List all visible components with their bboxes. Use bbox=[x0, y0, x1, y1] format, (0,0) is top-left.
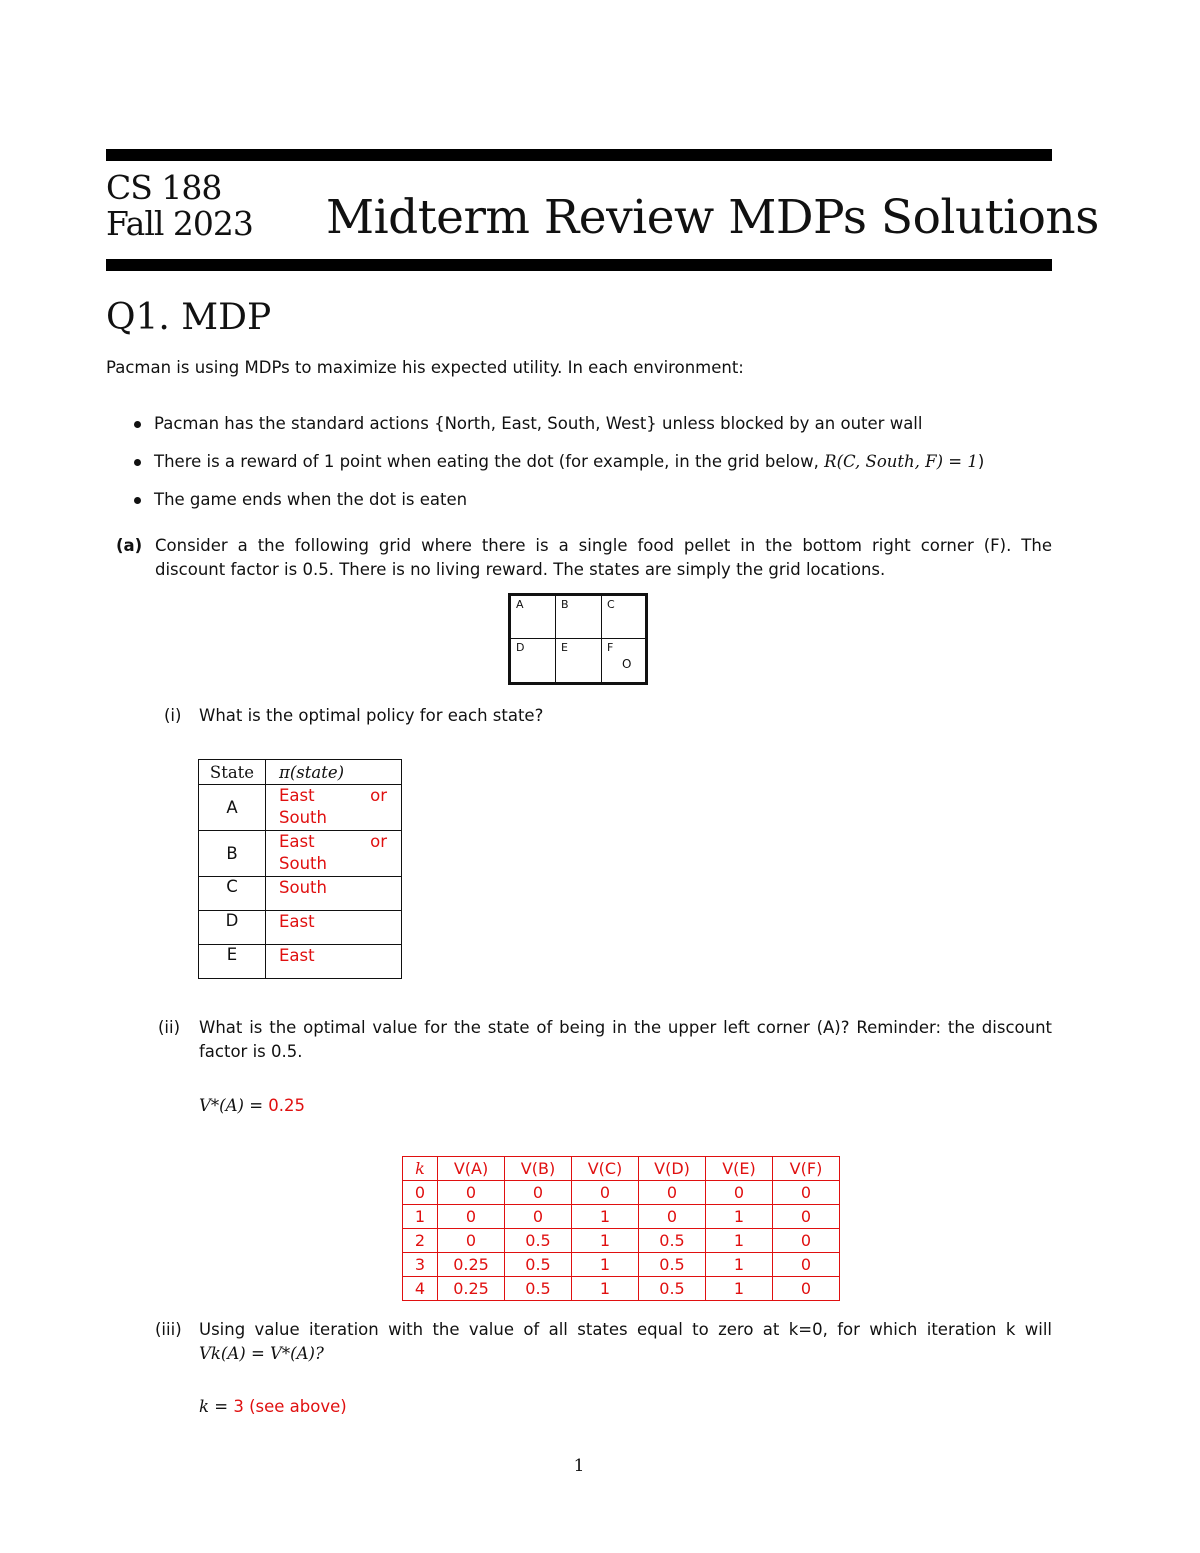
column-header: V(A) bbox=[438, 1157, 505, 1181]
column-header: k bbox=[403, 1157, 438, 1181]
grid-divider bbox=[511, 638, 645, 639]
header-bottom-rule bbox=[106, 259, 1052, 271]
column-header: V(F) bbox=[773, 1157, 840, 1181]
value-cell: 0 bbox=[438, 1205, 505, 1229]
state-cell: D bbox=[199, 911, 266, 945]
grid-cell-c: C bbox=[607, 598, 615, 611]
table-row bbox=[199, 911, 402, 945]
table-row bbox=[199, 785, 402, 831]
column-header: V(E) bbox=[706, 1157, 773, 1181]
question-intro: Pacman is using MDPs to maximize his expected utility. In each environment: bbox=[106, 358, 744, 377]
state-cell: E bbox=[199, 945, 266, 979]
table-row bbox=[199, 831, 402, 877]
header-top-rule bbox=[106, 149, 1052, 161]
rules-list bbox=[130, 412, 984, 526]
iteration-expression: k = bbox=[199, 1397, 234, 1416]
course-label bbox=[106, 170, 253, 242]
column-header: V(C) bbox=[572, 1157, 639, 1181]
part-a-line1: Consider a the following grid where there is a single food pellet in the bottom right corner (F). The bbox=[155, 536, 1052, 555]
part-iii-answer bbox=[199, 1395, 347, 1419]
value-cell: 1 bbox=[706, 1253, 773, 1277]
grid-cell-b: B bbox=[561, 598, 569, 611]
bullet-icon bbox=[134, 459, 141, 466]
state-cell: C bbox=[199, 877, 266, 911]
part-i-question: What is the optimal policy for each state? bbox=[199, 706, 544, 725]
grid-world-diagram bbox=[508, 593, 648, 685]
part-a-label: (a) bbox=[116, 536, 143, 555]
answer-value: 0.25 bbox=[268, 1096, 306, 1115]
value-cell: 1 bbox=[706, 1229, 773, 1253]
part-ii-label: (ii) bbox=[158, 1018, 181, 1037]
value-cell: 0.5 bbox=[639, 1253, 706, 1277]
document-title: Midterm Review MDPs Solutions bbox=[326, 190, 1099, 245]
value-cell: 0.25 bbox=[438, 1253, 505, 1277]
value-cell: 0 bbox=[572, 1181, 639, 1205]
state-cell: B bbox=[199, 831, 266, 877]
value-expression: V*(A) = bbox=[199, 1096, 269, 1115]
value-cell: 0 bbox=[639, 1205, 706, 1229]
table-header-row bbox=[199, 760, 402, 785]
value-cell: 1 bbox=[572, 1277, 639, 1301]
state-cell: A bbox=[199, 785, 266, 831]
answer-value: 3 (see above) bbox=[233, 1397, 347, 1416]
value-cell: 0 bbox=[438, 1181, 505, 1205]
bullet-icon bbox=[134, 497, 141, 504]
value-cell: 0 bbox=[773, 1205, 840, 1229]
policy-cell: East or South bbox=[266, 831, 402, 877]
value-iteration-table bbox=[402, 1156, 840, 1301]
part-ii-line2: factor is 0.5. bbox=[199, 1042, 303, 1061]
column-header: V(B) bbox=[505, 1157, 572, 1181]
iteration-cell: 2 bbox=[403, 1229, 438, 1253]
value-cell: 0 bbox=[773, 1277, 840, 1301]
value-cell: 0 bbox=[773, 1253, 840, 1277]
part-iii-line2: Vk(A) = V*(A)? bbox=[199, 1344, 324, 1363]
value-cell: 0.5 bbox=[639, 1277, 706, 1301]
value-cell: 0.25 bbox=[438, 1277, 505, 1301]
part-iii-label: (iii) bbox=[155, 1320, 182, 1339]
value-cell: 1 bbox=[572, 1229, 639, 1253]
grid-cell-f: F bbox=[607, 641, 614, 654]
value-cell: 0.5 bbox=[505, 1277, 572, 1301]
value-cell: 0 bbox=[773, 1229, 840, 1253]
policy-cell: South bbox=[266, 877, 402, 911]
grid-cell-a: A bbox=[516, 598, 524, 611]
course-term: Fall 2023 bbox=[106, 204, 253, 243]
value-cell: 0 bbox=[505, 1181, 572, 1205]
value-cell: 0 bbox=[639, 1181, 706, 1205]
value-cell: 1 bbox=[572, 1205, 639, 1229]
page-number: 1 bbox=[573, 1456, 585, 1476]
iteration-cell: 1 bbox=[403, 1205, 438, 1229]
iteration-cell: 3 bbox=[403, 1253, 438, 1277]
table-row bbox=[403, 1277, 840, 1301]
value-cell: 1 bbox=[572, 1253, 639, 1277]
list-item: There is a reward of 1 point when eating the dot (for example, in the grid below, R(C, South, F) = 1) bbox=[130, 450, 984, 474]
column-header-policy: π(state) bbox=[266, 760, 402, 785]
part-i-label: (i) bbox=[164, 706, 182, 725]
table-row bbox=[199, 945, 402, 979]
value-cell: 1 bbox=[706, 1205, 773, 1229]
bullet-icon bbox=[134, 421, 141, 428]
table-row bbox=[403, 1229, 840, 1253]
list-item: Pacman has the standard actions {North, East, South, West} unless blocked by an outer wall bbox=[130, 412, 984, 436]
part-ii-answer bbox=[199, 1094, 305, 1118]
part-iii-line1: Using value iteration with the value of all states equal to zero at k=0, for which iteration k will bbox=[199, 1320, 1052, 1339]
part-ii-line1: What is the optimal value for the state of being in the upper left corner (A)? Reminder: the discount bbox=[199, 1018, 1052, 1037]
value-cell: 0 bbox=[706, 1181, 773, 1205]
list-item: The game ends when the dot is eaten bbox=[130, 488, 984, 512]
reward-formula: R(C, South, F) = 1 bbox=[824, 452, 978, 471]
question-heading: Q1. MDP bbox=[106, 297, 272, 338]
table-row bbox=[403, 1205, 840, 1229]
value-cell: 0 bbox=[773, 1181, 840, 1205]
value-cell: 0 bbox=[438, 1229, 505, 1253]
policy-cell: East bbox=[266, 911, 402, 945]
grid-cell-e: E bbox=[561, 641, 568, 654]
column-header-state: State bbox=[199, 760, 266, 785]
table-header-row bbox=[403, 1157, 840, 1181]
policy-table bbox=[198, 759, 402, 979]
value-cell: 1 bbox=[706, 1277, 773, 1301]
column-header: V(D) bbox=[639, 1157, 706, 1181]
food-pellet-icon: O bbox=[622, 657, 632, 671]
iteration-cell: 4 bbox=[403, 1277, 438, 1301]
part-a-line2: discount factor is 0.5. There is no living reward. The states are simply the grid locations. bbox=[155, 560, 886, 579]
table-row bbox=[403, 1253, 840, 1277]
policy-cell: East bbox=[266, 945, 402, 979]
policy-cell: East or South bbox=[266, 785, 402, 831]
value-cell: 0 bbox=[505, 1205, 572, 1229]
iteration-cell: 0 bbox=[403, 1181, 438, 1205]
table-row bbox=[199, 877, 402, 911]
value-cell: 0.5 bbox=[639, 1229, 706, 1253]
table-row bbox=[403, 1181, 840, 1205]
grid-cell-d: D bbox=[516, 641, 525, 654]
value-cell: 0.5 bbox=[505, 1253, 572, 1277]
course-name: CS 188 bbox=[106, 168, 222, 207]
value-cell: 0.5 bbox=[505, 1229, 572, 1253]
